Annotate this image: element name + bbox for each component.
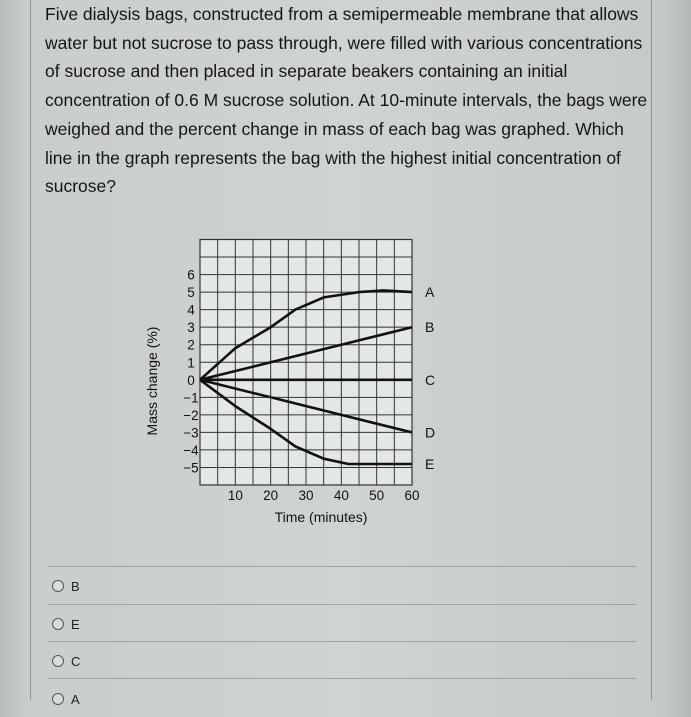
y-tick-label: 6 [187,267,195,283]
x-tick-label: 20 [263,488,279,503]
x-axis-label: Time (minutes) [274,509,368,525]
y-tick-label: −3 [183,425,199,441]
x-tick-label: 30 [298,488,314,503]
y-tick-label: 2 [187,337,195,353]
y-tick-label: −4 [183,442,199,458]
option-b[interactable] [52,568,634,604]
option-label: A [71,691,80,707]
y-tick-label: 4 [187,302,195,318]
y-axis-label: Mass change (%) [144,326,160,436]
option-separator [48,641,636,642]
option-label: B [71,578,80,594]
chart-grid [200,240,412,486]
y-tick-label: 0 [187,372,195,388]
x-tick-label: 10 [227,488,243,503]
option-a[interactable] [52,681,634,717]
option-c[interactable] [52,643,634,679]
option-separator [48,678,636,679]
option-e[interactable] [52,606,634,642]
series-label: A [425,284,435,301]
x-tick-label: 40 [333,488,349,503]
y-tick-label: 3 [187,320,195,336]
radio-button[interactable] [52,618,64,630]
option-label: E [71,616,80,632]
series-label: E [425,455,435,472]
y-tick-label: −2 [183,407,199,423]
radio-button[interactable] [52,655,64,667]
series-label: B [425,319,435,336]
radio-button[interactable] [52,693,64,705]
option-separator [48,566,636,567]
y-tick-label: −1 [183,390,199,406]
x-tick-label: 60 [404,488,420,503]
series-label: C [425,371,436,388]
y-tick-label: 5 [187,285,195,301]
x-tick-label: 50 [369,488,385,503]
option-separator [48,604,636,605]
y-tick-label: 1 [187,355,195,371]
question-text: Five dialysis bags, constructed from a semipermeable membrane that allows water but not sucrose to pass through, were filled with various concentrations of sucrose and then placed in separate beakers containing an initial concentration of 0.6 M sucrose solution. At 10-minute intervals, the bags were weighed and the percent change in mass of each bag was graphed. Which line in the graph represents the bag with the highest initial concentration of sucrose? [45,4,648,197]
option-label: C [71,653,81,669]
series-label: D [425,424,436,441]
radio-button[interactable] [52,580,64,592]
y-tick-label: −5 [183,460,199,476]
